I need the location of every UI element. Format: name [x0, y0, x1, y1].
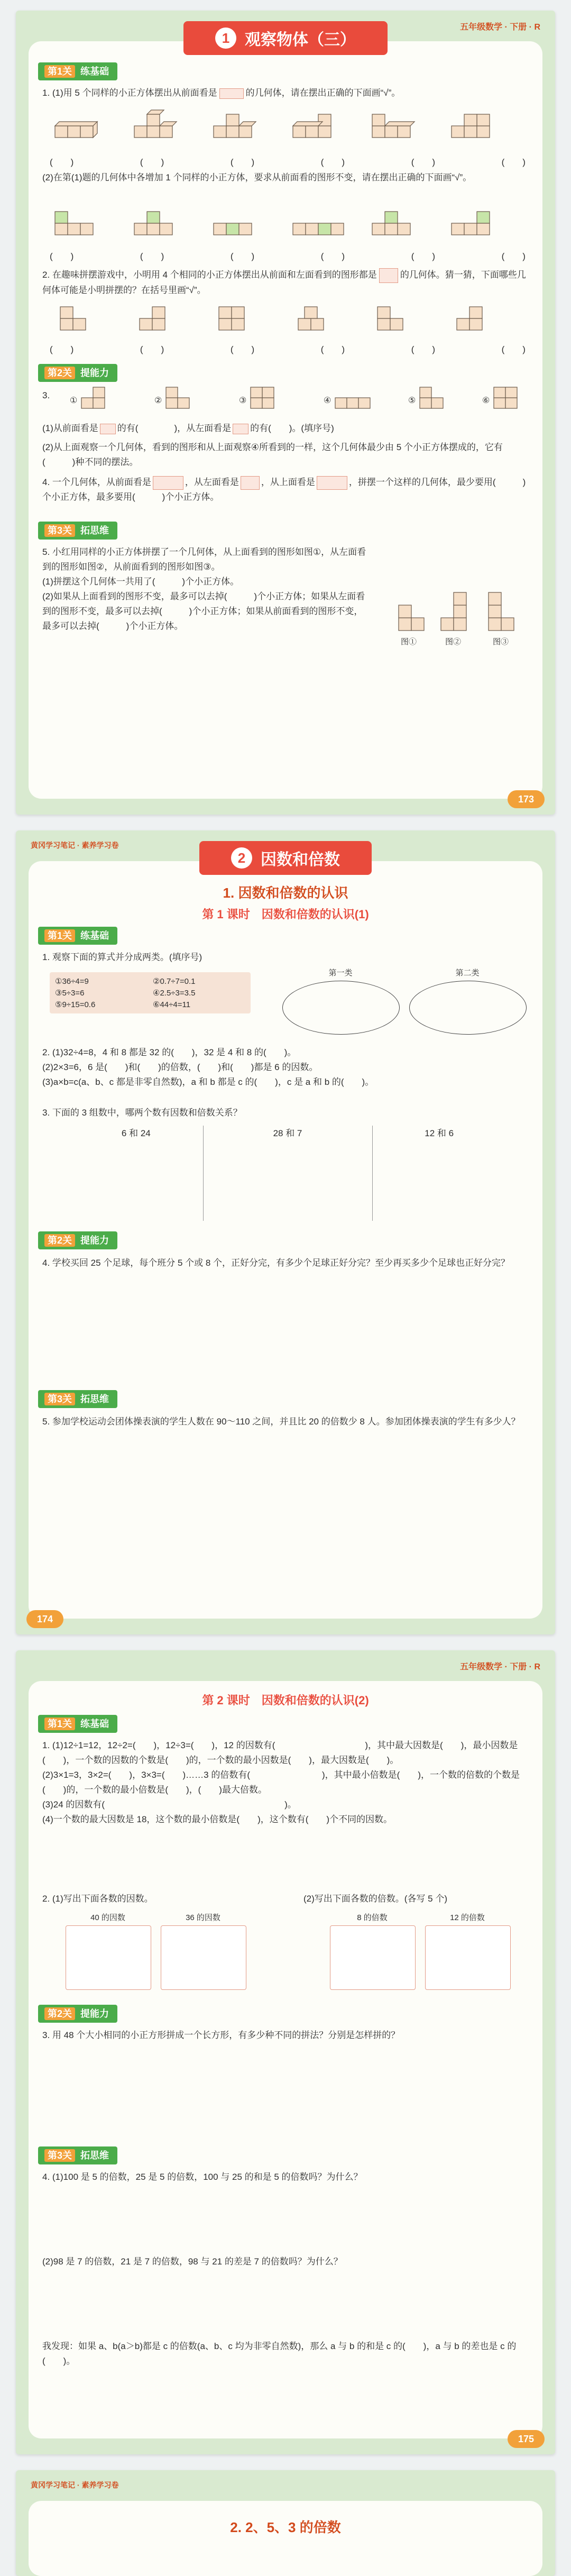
unit-title: 观察物体（三） [245, 31, 356, 49]
answer-parens-row-2: ( ) ( ) ( ) ( ) ( ) ( ) [50, 251, 526, 261]
question-1: 1. (1)12÷1=12，12÷2=( )，12÷3=( )，12 的因数有( )，其中最大因数是( )，最小因数是( )，一个数的因数的个数是( )的，一个数的最小因数是( )，最大因数是( )。 (2)3×1=3，3×2=( )，3×3=( )……3 的倍数有( )，其中最小倍数是( )，一个数的倍数的个数是( )的，一个数的最小倍数是( )，( )最大倍数。 (3)24 的因数有( )。 (4)一个数的最大因数是 18，这个数的最小倍数是( )，这个数有( )个不同的因数。 [42, 1740, 520, 1824]
question-2-2: (2)写出下面各数的倍数。(各写 5 个) [303, 1894, 447, 1904]
box-label: 36 的因数 [186, 1913, 220, 1922]
section-title: 1. 因数和倍数的认识 [223, 885, 348, 901]
stage-label: 第3关 拓思维 [38, 2146, 117, 2164]
fig-label: ③ [239, 396, 247, 405]
class-label-1: 第一类 [328, 969, 353, 978]
answer-parens-row-3: ( ) ( ) ( ) ( ) ( ) ( ) [50, 344, 526, 354]
unit-title-banner [199, 841, 372, 875]
answer-box[interactable] [66, 1925, 151, 1990]
question-4: 4. 一个几何体，从前面看是 ，从左面看是 ，从上面看是 ，拼摆一个这样的几何体，最少要用( )个小正方体，最多要用( )个小正方体。 [42, 475, 529, 505]
cube-figures-row-2 [50, 201, 526, 249]
stage-label: 第1关 练基础 [38, 1715, 117, 1733]
fig-label: ② [154, 396, 162, 405]
page-content [29, 1681, 542, 2438]
fig-label: 图③ [493, 637, 509, 646]
page-content [29, 30, 542, 799]
page-174 [16, 830, 555, 1634]
stage-label: 第3关 拓思维 [38, 1390, 117, 1408]
fig-label: 图① [401, 637, 417, 646]
question-4-3: 我发现：如果 a、b(a＞b)都是 c 的倍数(a、b、c 均为非零自然数)，那么 a 与 b 的和是 c 的( )，a 与 b 的差也是 c 的( )。 [42, 2341, 517, 2366]
fig-label: ⑥ [482, 396, 490, 405]
stage-label: 第1关 练基础 [38, 927, 117, 945]
stage-label: 第2关 提能力 [38, 364, 117, 382]
fig-label: ⑤ [408, 396, 416, 405]
stage-label: 第1关 练基础 [38, 62, 117, 80]
page-content [29, 2501, 542, 2576]
equation-grid: ①36÷4=9 ②0.7÷7=0.1 ③5÷3=6 ④2.5÷3=3.5 ⑤9÷15=0.6 ⑥44÷4=11 [50, 972, 251, 1013]
page-176-partial [16, 2470, 555, 2576]
page-header: 五年级数学 · 下册 · R [460, 23, 540, 32]
question-3-2: (2)从上面观察一个几何体，看到的图形和从上面观察④所看到的一样，这个几何体最少由 5 个小正方体摆成的，它有( )种不同的摆法。 [42, 442, 503, 467]
question-3-1: (1)从前面看是 的有( )，从左面看是 的有( )。(填序号) [42, 423, 334, 433]
page-number: 175 [508, 2430, 545, 2448]
box-label: 12 的倍数 [450, 1913, 485, 1922]
page-content [29, 850, 542, 1619]
question-3: 3. 用 48 个大小相同的小正方形拼成一个长方形，有多少种不同的拼法？分别是怎样拼的？ [42, 2030, 400, 2040]
box-label: 40 的因数 [90, 1913, 125, 1922]
question-1-2: (2)在第(1)题的几何体中各增加 1 个同样的小正方体，要求从前面看的图形不变，请在摆出正确的下面画“√”。 [42, 172, 472, 182]
divider [372, 1126, 373, 1221]
question-4: 4. 学校买回 25 个足球，每个班分 5 个或 8 个，正好分完，有多少个足球正好分完？至少再买多少个足球也正好分完？ [42, 1258, 510, 1268]
question-2-1: 2. (1)写出下面各数的因数。 [42, 1894, 153, 1904]
question-3: 3. [42, 390, 50, 400]
question-2: 2. (1)32÷4=8，4 和 8 都是 32 的( )，32 是 4 和 8 的( )。 (2)2×3=6，6 是( )和( )的倍数，( )和( )都是 6 的因数。 (3)a×b=c(a、b、c 都是非零自然数)，a 和 b 都是 c 的( )，c 是 a 和 b 的( )。 [42, 1047, 374, 1087]
answer-box[interactable] [330, 1925, 416, 1990]
fig-label: ④ [324, 396, 331, 405]
class-ellipse-1[interactable] [282, 981, 400, 1035]
unit-number: 2 [231, 847, 252, 869]
q5-figures [393, 576, 531, 655]
section-title: 2. 2、5、3 的倍数 [230, 2519, 341, 2535]
answer-box[interactable] [161, 1925, 246, 1990]
question-1: 1. 观察下面的算式并分成两类。(填序号) [42, 952, 202, 962]
question-5: 5. 小红用同样的小正方体拼摆了一个几何体，从上面看到的图形如图①，从左面看到的图形如图②，从前面看到的图形如图③。 (1)拼摆这个几何体一共用了( )个小正方体。 (2)如果从上面看到的图形不变，最多可以去掉( )个小正方体；如果从左面看到的图形不变，最多可以去掉( )个小正方体；如果从前面看到的图形不变，最多可以去掉( )个小正方体。 [42, 547, 366, 631]
front-view-shape [219, 88, 244, 99]
question-4-1: 4. (1)100 是 5 的倍数，25 是 5 的倍数，100 与 25 的和是 5 的倍数吗？为什么？ [42, 2172, 363, 2182]
number-pairs: 6 和 24 28 和 7 12 和 6 [121, 1128, 454, 1138]
lesson-title: 第 2 课时 因数和倍数的认识(2) [202, 1694, 369, 1707]
fig-label: 图② [445, 637, 462, 646]
class-label-2: 第二类 [455, 969, 480, 978]
unit-title: 因数和倍数 [261, 851, 340, 869]
stage-label: 第3关 拓思维 [38, 522, 117, 540]
question-5: 5. 参加学校运动会团体操表演的学生人数在 90～110 之间，并且比 20 的倍数少 8 人。参加团体操表演的学生有多少人？ [42, 1417, 520, 1427]
page-header: 五年级数学 · 下册 · R [460, 1662, 540, 1671]
box-label: 8 的倍数 [357, 1913, 388, 1922]
page-header: 黄冈学习笔记 · 素养学习卷 [31, 2481, 119, 2489]
divider [203, 1126, 204, 1221]
fig-label: ① [70, 396, 78, 405]
page-number: 174 [26, 1610, 63, 1628]
answer-box[interactable] [425, 1925, 511, 1990]
cube-figures-row-1 [50, 105, 526, 152]
page-number: 173 [508, 790, 545, 808]
q3-figures [60, 384, 526, 416]
answer-parens-row-1: ( ) ( ) ( ) ( ) ( ) ( ) [50, 157, 526, 167]
question-4-2: (2)98 是 7 的倍数，21 是 7 的倍数，98 与 21 的差是 7 的倍数吗？为什么？ [42, 2257, 343, 2267]
page-173 [16, 11, 555, 815]
view-shape [379, 268, 398, 283]
page-175 [16, 1650, 555, 2454]
stage-label: 第2关 提能力 [38, 1231, 117, 1249]
question-1-1: 1. (1)用 5 个同样的小正方体摆出从前面看是 的几何体，请在摆出正确的下面画“√”。 [42, 88, 401, 98]
class-ellipse-2[interactable] [409, 981, 527, 1035]
question-3: 3. 下面的 3 组数中，哪两个数有因数和倍数关系？ [42, 1108, 242, 1118]
page-header: 黄冈学习笔记 · 素养学习卷 [31, 841, 119, 849]
cube-figures-row-3 [50, 300, 526, 341]
question-2: 2. 在趣味拼摆游戏中，小明用 4 个相同的小正方体摆出从前面和左面看到的图形都是 的几何体。猜一猜，下面哪些几何体可能是小明拼摆的？在括号里画“√”。 [42, 268, 529, 298]
unit-number: 1 [215, 28, 236, 49]
stage-label: 第2关 提能力 [38, 2005, 117, 2023]
lesson-title: 第 1 课时 因数和倍数的认识(1) [202, 908, 369, 921]
unit-title-banner [183, 21, 388, 55]
